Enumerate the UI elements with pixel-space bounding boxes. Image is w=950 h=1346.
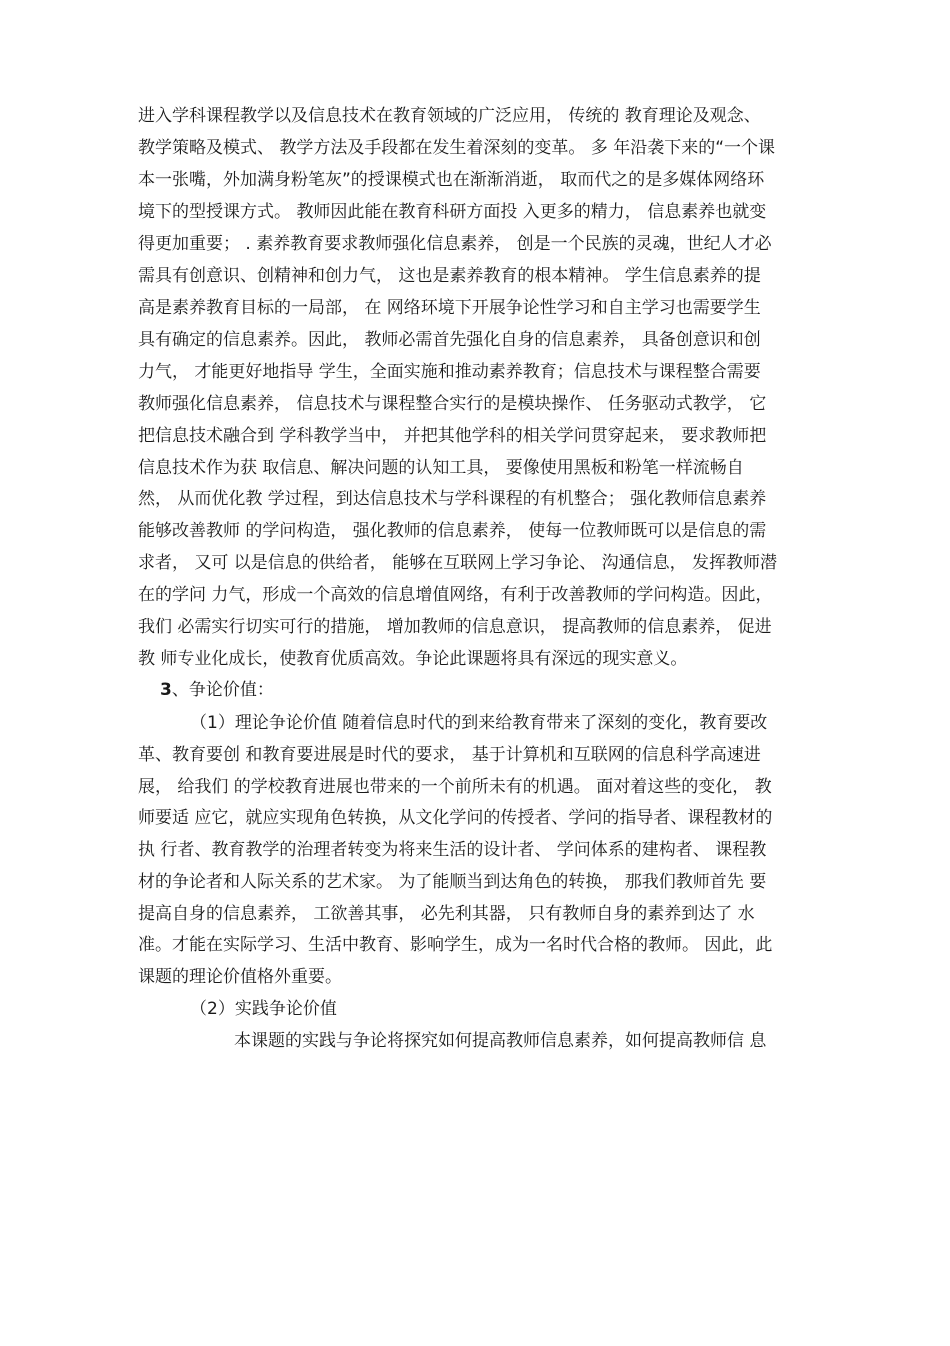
- text-line: 提高自身的信息素养， 工欲善其事， 必先利其器， 只有教师自身的素养到达了 水: [138, 904, 755, 924]
- text-line: 需具有创意识、创精神和创力气， 这也是素养教育的根本精神。 学生信息素养的提: [138, 266, 761, 286]
- text-line: 准。才能在实际学习、生活中教育、影响学生，成为一名时代合格的教师。 因此，此: [138, 935, 773, 955]
- text-line: （1）理论争论价值 随着信息时代的到来给教育带来了深刻的变化，教育要改: [190, 713, 768, 733]
- text-line: 在的学问 力气，形成一个高效的信息增值网络，有利于改善教师的学问构造。因此，: [138, 585, 773, 605]
- text-line: 信息技术作为获 取信息、解决问题的认知工具， 要像使用黑板和粉笔一样流畅自: [138, 458, 744, 478]
- text-line: 教师强化信息素养， 信息技术与课程整合实行的是模块操作、 任务驱动式教学， 它: [138, 394, 767, 414]
- text-line: 把信息技术融合到 学科教学当中， 并把其他学科的相关学问贯穿起来， 要求教师把: [138, 426, 767, 446]
- text-line: 教 师专业化成长，使教育优质高效。争论此课题将具有深远的现实意义。: [138, 649, 688, 669]
- text-line: 教学策略及模式、 教学方法及手段都在发生着深刻的变革。 多 年沿袭下来的“一个课: [138, 138, 776, 158]
- text-line: 求者， 又可 以是信息的供给者， 能够在互联网上学习争论、 沟通信息， 发挥教师潜: [138, 553, 778, 573]
- text-line: 进入学科课程教学以及信息技术在教育领域的广泛应用， 传统的 教育理论及观念、: [138, 106, 761, 126]
- text-line: 展， 给我们 的学校教育进展也带来的一个前所未有的机遇。 面对着这些的变化， 教: [138, 777, 772, 797]
- text-line: 得更加重要； . 素养教育要求教师强化信息素养， 创是一个民族的灵魂，世纪人才必: [138, 234, 772, 254]
- text-line: 师要适 应它，就应实现角色转换，从文化学问的传授者、学问的指导者、课程教材的: [138, 808, 773, 828]
- text-line: 执 行者、教育教学的治理者转变为将来生活的设计者、 学问体系的建构者、 课程教: [138, 840, 767, 860]
- text-line: 具有确定的信息素养。因此， 教师必需首先强化自身的信息素养， 具备创意识和创: [138, 330, 761, 350]
- text-line: 力气， 才能更好地指导 学生，全面实施和推动素养教育；信息技术与课程整合需要: [138, 362, 761, 382]
- text-line: 课题的理论价值格外重要。: [138, 967, 342, 987]
- section-heading: [160, 680, 274, 700]
- text-line: 革、教育要创 和教育要进展是时代的要求， 基于计算机和互联网的信息科学高速进: [138, 745, 761, 765]
- text-line: 本一张嘴，外加满身粉笔灰”的授课模式也在渐渐消逝， 取而代之的是多媒体网络环: [138, 170, 765, 190]
- subheading: （2）实践争论价值: [190, 999, 337, 1019]
- text-line: 我们 必需实行切实可行的措施， 增加教师的信息意识， 提高教师的信息素养， 促进: [138, 617, 772, 637]
- section-title: 、争论价值：: [171, 680, 274, 700]
- text-line: 材的争论者和人际关系的艺术家。 为了能顺当到达角色的转换， 那我们教师首先 要: [138, 872, 767, 892]
- text-line: 境下的型授课方式。 教师因此能在教育科研方面投 入更多的精力， 信息素养也就变: [138, 202, 767, 222]
- text-line: 高是素养教育目标的一局部， 在 网络环境下开展争论性学习和自主学习也需要学生: [138, 298, 761, 318]
- section-number: 3: [160, 680, 172, 700]
- text-line: 能够改善教师 的学问构造， 强化教师的信息素养， 使每一位教师既可以是信息的需: [138, 521, 767, 541]
- text-line: 本课题的实践与争论将探究如何提高教师信息素养，如何提高教师信 息: [234, 1031, 767, 1051]
- text-line: 然， 从而优化教 学过程，到达信息技术与学科课程的有机整合； 强化教师信息素养: [138, 489, 767, 509]
